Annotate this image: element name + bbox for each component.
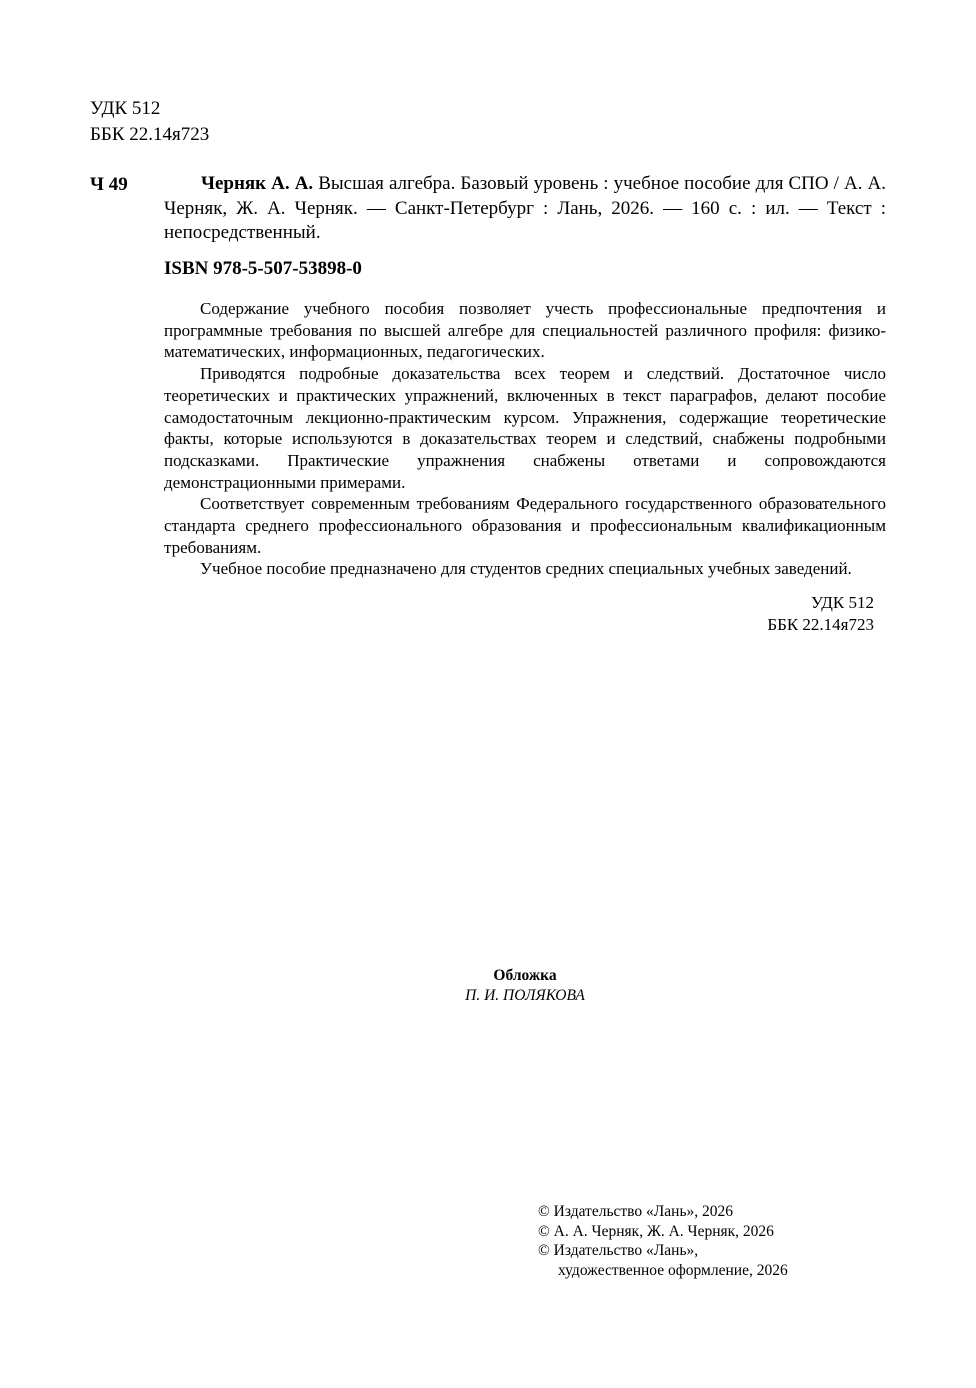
bbk-code: ББК 22.14я723	[767, 615, 874, 634]
bbk-code: ББК 22.14я723	[90, 124, 210, 145]
copyright-line: © А. А. Черняк, Ж. А. Черняк, 2026	[538, 1222, 774, 1240]
cover-credit	[380, 966, 670, 1006]
annotation-paragraph: Содержание учебного пособия позволяет учесть профессиональные предпочтения и программные требования по высшей алгебре для специальностей различного профиля: физико-математических, информационных, педагогических.	[164, 299, 886, 362]
cover-title: Обложка	[493, 967, 557, 984]
annotation	[164, 298, 886, 580]
annotation-paragraph: Соответствует современным требованиям Федерального государственного образовательного стандарта среднего профессионального образования и профессиональным квалификационным требованиям.	[164, 494, 886, 557]
copyright-line: художественное оформление, 2026	[558, 1261, 788, 1279]
bibliographic-author: Черняк А. А.	[201, 173, 314, 194]
copyright-line: © Издательство «Лань», 2026	[538, 1203, 734, 1220]
bibliographic-description: Высшая алгебра. Базовый уровень : учебное пособие для СПО / А. А. Черняк, Ж. А. Черняк. — Санкт-Петербург : Лань, 2026. — 160 с. : ил. — Текст : непосредственный.	[164, 173, 887, 243]
annotation-paragraph: Учебное пособие предназначено для студентов средних специальных учебных заведений.	[200, 559, 852, 579]
copyright-block	[538, 1202, 788, 1280]
udk-code: УДК 512	[810, 593, 874, 612]
bibliographic-record	[164, 172, 886, 246]
classification-codes-top	[90, 96, 209, 148]
copyright-line: © Издательство «Лань»,	[538, 1242, 699, 1259]
annotation-paragraph: Приводятся подробные доказательства всех теорем и следствий. Достаточное число теоретических и практических упражнений, включенных в текст параграфов, делают пособие самодостаточным лекционно-практическим курсом. Упражнения, содержащие теоретические факты, которые используются в доказательствах теорем и следствий, снабжены подробными подсказками. Практические упражнения снабжены ответами и сопровождаются демонстрационными примерами.	[164, 364, 886, 492]
udk-code: УДК 512	[90, 98, 161, 119]
isbn: ISBN 978-5-507-53898-0	[164, 258, 362, 279]
classification-codes-bottom	[700, 592, 874, 636]
author-mark: Ч 49	[90, 174, 128, 195]
cover-designer: П. И. ПОЛЯКОВА	[465, 987, 585, 1004]
